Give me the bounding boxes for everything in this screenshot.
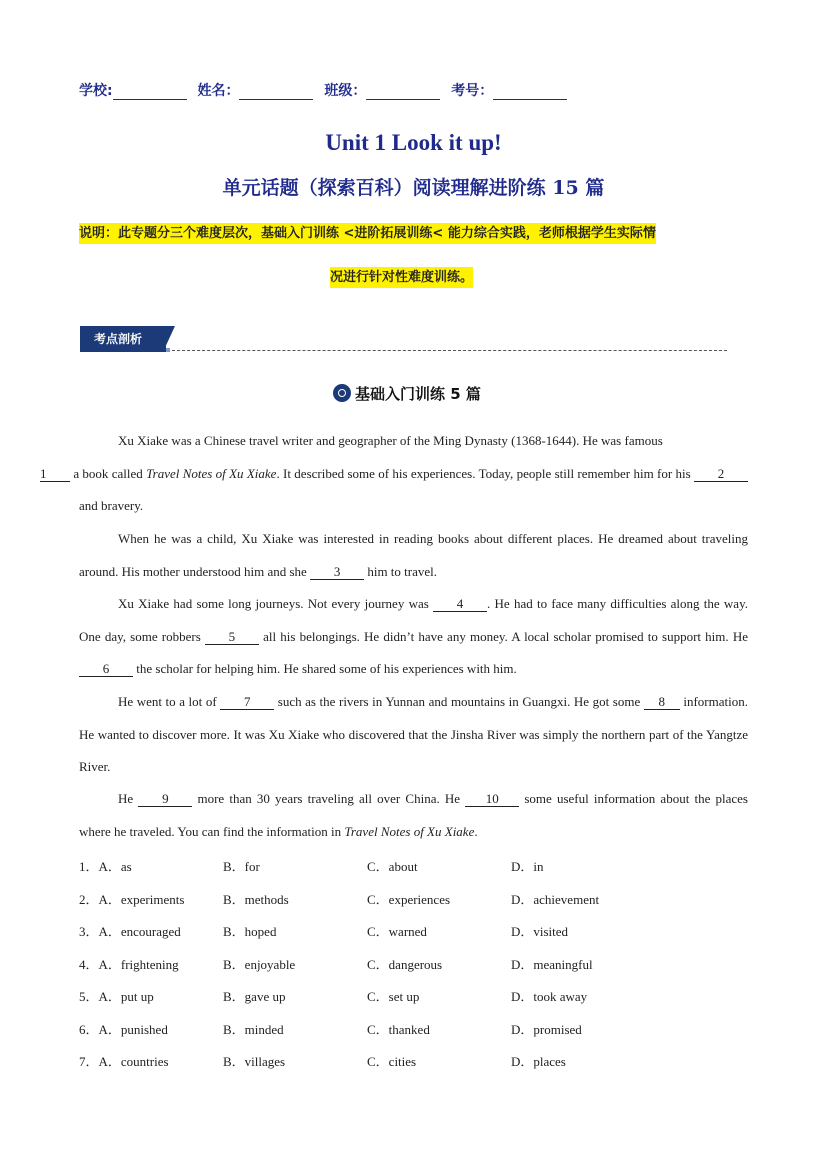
option-d[interactable]: D．places (511, 1054, 566, 1069)
blank-7: 7 (220, 694, 274, 710)
option-c[interactable]: C．warned (367, 924, 427, 939)
option-a[interactable]: 4．A．frightening (79, 956, 179, 972)
blank-1: 1 (40, 466, 70, 482)
sub-title: 单元话题（探索百科）阅读理解进阶练 15 篇 (222, 177, 605, 199)
blank-8: 8 (644, 694, 680, 710)
book-title-ref: Travel Notes of Xu Xiake (344, 823, 475, 839)
school-field[interactable] (113, 85, 187, 100)
option-c[interactable]: C．dangerous (367, 956, 443, 972)
unit-title: Unit 1 Look it up! (325, 130, 502, 155)
tab-tail (163, 326, 175, 352)
instruction-note-line-1: 说明：此专题分三个难度层次，基础入门训练 <进阶拓展训练< 能力综合实践，老师根据学生实际情 (79, 222, 749, 241)
book-title: Travel Notes of Xu Xiake (146, 465, 277, 481)
option-d[interactable]: D．promised (511, 1021, 582, 1037)
passage-paragraph-5: He 9 more than 30 years traveling all over China. He 10 some useful information about the places where he traveled. You can find the information in Travel Notes of Xu Xiake. (79, 791, 748, 839)
passage-paragraph-3: Xu Xiake had some long journeys. Not every journey was 4 . He had to face many difficulties along the way. One day, some robbers 5 all his belongings. He didn’t have any money. A local scholar promised to support him. He 6 the scholar for helping him. He shared some of his experiences with him. (79, 596, 748, 677)
option-a[interactable]: 1．A．as (79, 859, 132, 874)
school-label: 学校: (79, 83, 113, 99)
instruction-note-line-2: 况进行针对性难度训练。 (330, 266, 473, 285)
option-b[interactable]: B．minded (223, 1021, 284, 1037)
dashed-divider (172, 350, 727, 351)
passage-paragraph-4: He went to a lot of 7 such as the rivers in Yunnan and mountains in Guangxi. He got some 8 information. He wanted to discover more. It was Xu Xiake who discovered that the Jinsha River was simply the northern part of the Yangtze River. (79, 694, 748, 775)
option-a[interactable]: 5．A．put up (79, 989, 154, 1004)
option-c[interactable]: C．about (367, 859, 418, 874)
class-label: 班级： (324, 83, 367, 99)
option-d[interactable]: D．visited (511, 924, 569, 939)
option-a[interactable]: 3．A．encouraged (79, 924, 181, 939)
section-badge-icon (333, 384, 351, 402)
option-a[interactable]: 2．A．experiments (79, 891, 185, 907)
blank-10: 10 (465, 791, 519, 807)
option-d[interactable]: D．meaningful (511, 956, 593, 972)
student-info-header (79, 80, 573, 100)
option-b[interactable]: B．methods (223, 891, 289, 907)
blank-3: 3 (310, 564, 364, 580)
option-a[interactable]: 7．A．countries (79, 1054, 169, 1069)
option-d[interactable]: D．took away (511, 989, 588, 1004)
name-label: 姓名： (197, 83, 240, 99)
passage-paragraph-2: When he was a child, Xu Xiake was interested in reading books about different places. He dreamed about traveling around. His mother understood him and she 3 him to travel. (79, 531, 748, 579)
exam-number-label: 考号： (451, 83, 494, 99)
blank-4: 4 (433, 596, 487, 612)
option-d[interactable]: D．achievement (511, 891, 600, 907)
class-field[interactable] (366, 85, 440, 100)
option-c[interactable]: C．set up (367, 989, 420, 1004)
option-c[interactable]: C．thanked (367, 1021, 430, 1037)
option-b[interactable]: B．enjoyable (223, 956, 296, 972)
blank-2: 2 (694, 466, 748, 482)
option-a[interactable]: 6．A．punished (79, 1021, 168, 1037)
exam-number-field[interactable] (493, 85, 567, 100)
option-b[interactable]: B．gave up (223, 989, 286, 1004)
name-field[interactable] (239, 85, 313, 100)
section-tab: 考点剖析 (80, 326, 166, 352)
blank-5: 5 (205, 629, 259, 645)
blank-6: 6 (79, 661, 133, 677)
passage-paragraph-1: Xu Xiake was a Chinese travel writer and geographer of the Ming Dynasty (1368-1644). He was famous 1 a book called Travel Notes of Xu Xiake. It described some of his experiences. Today, people still remember him for his 2 and bravery. (79, 425, 748, 523)
option-b[interactable]: B．for (223, 859, 260, 874)
option-c[interactable]: C．experiences (367, 891, 451, 907)
option-c[interactable]: C．cities (367, 1054, 417, 1069)
option-b[interactable]: B．hoped (223, 924, 277, 939)
option-b[interactable]: B．villages (223, 1054, 286, 1069)
blank-9: 9 (138, 791, 192, 807)
option-d[interactable]: D．in (511, 859, 544, 874)
section-heading: 基础入门训练 5 篇 (333, 383, 481, 404)
